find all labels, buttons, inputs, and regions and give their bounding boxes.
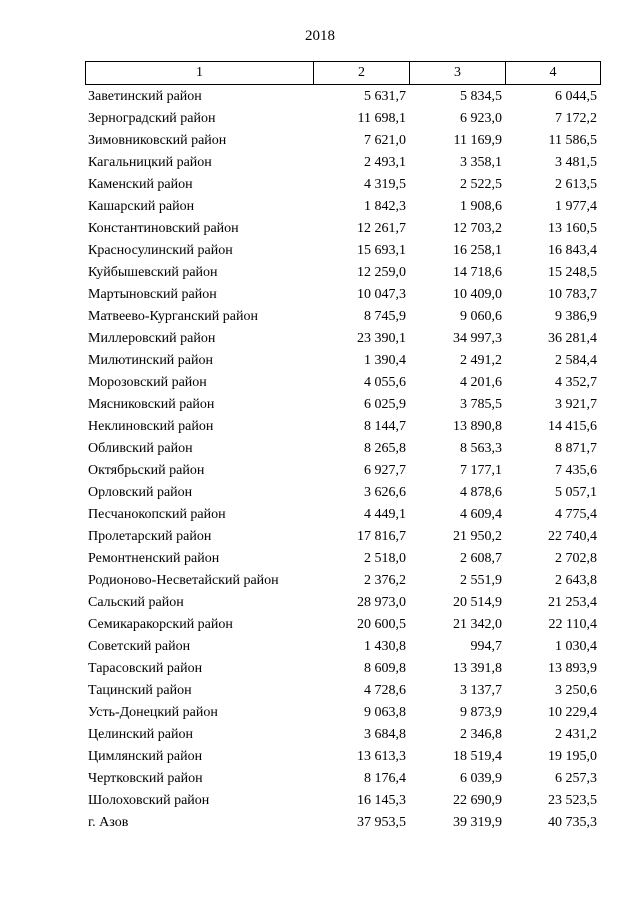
header-row	[86, 62, 601, 85]
value-col-4-cell: 36 281,4	[548, 331, 597, 346]
header-cell-2: 2	[314, 62, 410, 85]
table-row	[85, 636, 600, 658]
table-row	[85, 504, 600, 526]
value-col-3-cell: 21 950,2	[453, 529, 502, 544]
value-col-3-cell: 2 346,8	[460, 727, 502, 742]
value-col-3-cell: 39 319,9	[453, 815, 502, 830]
district-name-cell: Родионово-Несветайский район	[88, 573, 279, 588]
district-name-cell: Милютинский район	[88, 353, 214, 368]
value-col-4-cell: 1 977,4	[555, 199, 597, 214]
table-body	[85, 86, 600, 834]
table-row	[85, 152, 600, 174]
table-row	[85, 86, 600, 108]
value-col-2-cell: 7 621,0	[364, 133, 406, 148]
value-col-2-cell: 17 816,7	[357, 529, 406, 544]
table-row	[85, 746, 600, 768]
district-name-cell: Миллеровский район	[88, 331, 216, 346]
value-col-3-cell: 10 409,0	[453, 287, 502, 302]
value-col-2-cell: 12 261,7	[357, 221, 406, 236]
value-col-2-cell: 11 698,1	[357, 111, 406, 126]
district-name-cell: Мартыновский район	[88, 287, 217, 302]
value-col-3-cell: 22 690,9	[453, 793, 502, 808]
table-row	[85, 306, 600, 328]
table-row	[85, 284, 600, 306]
district-name-cell: Песчанокопский район	[88, 507, 226, 522]
district-name-cell: Морозовский район	[88, 375, 207, 390]
district-name-cell: Целинский район	[88, 727, 193, 742]
value-col-3-cell: 5 834,5	[460, 89, 502, 104]
value-col-4-cell: 4 775,4	[555, 507, 597, 522]
district-name-cell: Красносулинский район	[88, 243, 233, 258]
value-col-4-cell: 1 030,4	[555, 639, 597, 654]
table-row	[85, 438, 600, 460]
header-cell-4: 4	[506, 62, 601, 85]
table-row	[85, 372, 600, 394]
value-col-4-cell: 3 921,7	[555, 397, 597, 412]
value-col-3-cell: 12 703,2	[453, 221, 502, 236]
value-col-3-cell: 21 342,0	[453, 617, 502, 632]
district-name-cell: Заветинский район	[88, 89, 202, 104]
value-col-4-cell: 11 586,5	[548, 133, 597, 148]
value-col-4-cell: 22 740,4	[548, 529, 597, 544]
value-col-2-cell: 4 055,6	[364, 375, 406, 390]
value-col-2-cell: 4 449,1	[364, 507, 406, 522]
district-name-cell: Усть-Донецкий район	[88, 705, 218, 720]
table-row	[85, 790, 600, 812]
column-number-header	[85, 61, 601, 85]
table-row	[85, 614, 600, 636]
value-col-3-cell: 6 039,9	[460, 771, 502, 786]
district-name-cell: Каменский район	[88, 177, 193, 192]
table-row	[85, 680, 600, 702]
value-col-2-cell: 28 973,0	[357, 595, 406, 610]
value-col-4-cell: 2 584,4	[555, 353, 597, 368]
value-col-3-cell: 3 137,7	[460, 683, 502, 698]
value-col-2-cell: 3 684,8	[364, 727, 406, 742]
district-name-cell: Тарасовский район	[88, 661, 203, 676]
page-number: 2018	[305, 28, 335, 44]
value-col-2-cell: 8 265,8	[364, 441, 406, 456]
district-name-cell: Константиновский район	[88, 221, 239, 236]
value-col-2-cell: 2 518,0	[364, 551, 406, 566]
value-col-4-cell: 16 843,4	[548, 243, 597, 258]
value-col-2-cell: 13 613,3	[357, 749, 406, 764]
value-col-3-cell: 9 060,6	[460, 309, 502, 324]
district-name-cell: г. Азов	[88, 815, 129, 830]
value-col-3-cell: 2 491,2	[460, 353, 502, 368]
value-col-2-cell: 10 047,3	[357, 287, 406, 302]
value-col-3-cell: 34 997,3	[453, 331, 502, 346]
value-col-3-cell: 4 201,6	[460, 375, 502, 390]
district-name-cell: Тацинский район	[88, 683, 192, 698]
value-col-2-cell: 4 319,5	[364, 177, 406, 192]
value-col-2-cell: 5 631,7	[364, 89, 406, 104]
value-col-4-cell: 23 523,5	[548, 793, 597, 808]
table-row	[85, 526, 600, 548]
district-name-cell: Советский район	[88, 639, 191, 654]
table-row	[85, 460, 600, 482]
value-col-2-cell: 15 693,1	[357, 243, 406, 258]
district-name-cell: Кашарский район	[88, 199, 195, 214]
value-col-2-cell: 8 176,4	[364, 771, 406, 786]
value-col-4-cell: 4 352,7	[555, 375, 597, 390]
value-col-4-cell: 9 386,9	[555, 309, 597, 324]
value-col-2-cell: 3 626,6	[364, 485, 406, 500]
table-row	[85, 328, 600, 350]
value-col-2-cell: 2 376,2	[364, 573, 406, 588]
value-col-3-cell: 1 908,6	[460, 199, 502, 214]
value-col-3-cell: 18 519,4	[453, 749, 502, 764]
value-col-4-cell: 5 057,1	[555, 485, 597, 500]
table-row	[85, 768, 600, 790]
value-col-2-cell: 1 430,8	[364, 639, 406, 654]
district-name-cell: Сальский район	[88, 595, 184, 610]
table-row	[85, 108, 600, 130]
district-name-cell: Орловский район	[88, 485, 193, 500]
district-name-cell: Неклиновский район	[88, 419, 214, 434]
value-col-4-cell: 8 871,7	[555, 441, 597, 456]
value-col-2-cell: 2 493,1	[364, 155, 406, 170]
value-col-4-cell: 40 735,3	[548, 815, 597, 830]
table-row	[85, 130, 600, 152]
value-col-3-cell: 13 890,8	[453, 419, 502, 434]
value-col-4-cell: 6 257,3	[555, 771, 597, 786]
value-col-2-cell: 16 145,3	[357, 793, 406, 808]
value-col-3-cell: 13 391,8	[453, 661, 502, 676]
table-row	[85, 482, 600, 504]
value-col-4-cell: 3 481,5	[555, 155, 597, 170]
table-row	[85, 218, 600, 240]
value-col-4-cell: 6 044,5	[555, 89, 597, 104]
value-col-4-cell: 19 195,0	[548, 749, 597, 764]
value-col-3-cell: 8 563,3	[460, 441, 502, 456]
district-name-cell: Матвеево-Курганский район	[88, 309, 258, 324]
value-col-3-cell: 16 258,1	[453, 243, 502, 258]
value-col-2-cell: 6 927,7	[364, 463, 406, 478]
district-name-cell: Зерноградский район	[88, 111, 216, 126]
value-col-4-cell: 10 783,7	[548, 287, 597, 302]
value-col-2-cell: 20 600,5	[357, 617, 406, 632]
value-col-4-cell: 22 110,4	[548, 617, 597, 632]
table-row	[85, 548, 600, 570]
table-row	[85, 350, 600, 372]
value-col-3-cell: 14 718,6	[453, 265, 502, 280]
district-name-cell: Мясниковский район	[88, 397, 215, 412]
district-name-cell: Пролетарский район	[88, 529, 212, 544]
value-col-4-cell: 13 160,5	[548, 221, 597, 236]
table-row	[85, 812, 600, 834]
value-col-2-cell: 4 728,6	[364, 683, 406, 698]
district-name-cell: Зимовниковский район	[88, 133, 227, 148]
district-name-cell: Семикаракорский район	[88, 617, 233, 632]
district-name-cell: Чертковский район	[88, 771, 203, 786]
district-name-cell: Обливский район	[88, 441, 193, 456]
value-col-3-cell: 2 522,5	[460, 177, 502, 192]
value-col-4-cell: 3 250,6	[555, 683, 597, 698]
value-col-3-cell: 9 873,9	[460, 705, 502, 720]
value-col-4-cell: 21 253,4	[548, 595, 597, 610]
value-col-2-cell: 6 025,9	[364, 397, 406, 412]
district-name-cell: Цимлянский район	[88, 749, 203, 764]
value-col-3-cell: 4 878,6	[460, 485, 502, 500]
header-cell-1: 1	[86, 62, 314, 85]
header-cell-3: 3	[410, 62, 506, 85]
value-col-4-cell: 10 229,4	[548, 705, 597, 720]
district-name-cell: Куйбышевский район	[88, 265, 218, 280]
value-col-3-cell: 2 551,9	[460, 573, 502, 588]
value-col-3-cell: 20 514,9	[453, 595, 502, 610]
table-row	[85, 570, 600, 592]
value-col-4-cell: 2 613,5	[555, 177, 597, 192]
value-col-4-cell: 2 643,8	[555, 573, 597, 588]
table-row	[85, 240, 600, 262]
value-col-3-cell: 11 169,9	[453, 133, 502, 148]
district-name-cell: Кагальницкий район	[88, 155, 212, 170]
value-col-2-cell: 8 144,7	[364, 419, 406, 434]
table-row	[85, 174, 600, 196]
district-name-cell: Ремонтненский район	[88, 551, 220, 566]
data-table	[85, 86, 600, 834]
table-row	[85, 416, 600, 438]
value-col-4-cell: 7 172,2	[555, 111, 597, 126]
table-row	[85, 196, 600, 218]
value-col-4-cell: 14 415,6	[548, 419, 597, 434]
value-col-4-cell: 2 702,8	[555, 551, 597, 566]
value-col-2-cell: 1 842,3	[364, 199, 406, 214]
value-col-4-cell: 15 248,5	[548, 265, 597, 280]
table-row	[85, 724, 600, 746]
value-col-2-cell: 37 953,5	[357, 815, 406, 830]
value-col-3-cell: 3 358,1	[460, 155, 502, 170]
district-name-cell: Шолоховский район	[88, 793, 210, 808]
value-col-3-cell: 2 608,7	[460, 551, 502, 566]
value-col-3-cell: 994,7	[470, 639, 502, 654]
value-col-4-cell: 2 431,2	[555, 727, 597, 742]
table-row	[85, 658, 600, 680]
value-col-3-cell: 7 177,1	[460, 463, 502, 478]
table-row	[85, 262, 600, 284]
value-col-4-cell: 13 893,9	[548, 661, 597, 676]
value-col-2-cell: 12 259,0	[357, 265, 406, 280]
value-col-2-cell: 9 063,8	[364, 705, 406, 720]
value-col-3-cell: 4 609,4	[460, 507, 502, 522]
value-col-4-cell: 7 435,6	[555, 463, 597, 478]
value-col-2-cell: 8 609,8	[364, 661, 406, 676]
value-col-3-cell: 3 785,5	[460, 397, 502, 412]
table-row	[85, 702, 600, 724]
value-col-2-cell: 8 745,9	[364, 309, 406, 324]
district-name-cell: Октябрьский район	[88, 463, 205, 478]
value-col-2-cell: 23 390,1	[357, 331, 406, 346]
value-col-2-cell: 1 390,4	[364, 353, 406, 368]
table-row	[85, 592, 600, 614]
value-col-3-cell: 6 923,0	[460, 111, 502, 126]
table-row	[85, 394, 600, 416]
